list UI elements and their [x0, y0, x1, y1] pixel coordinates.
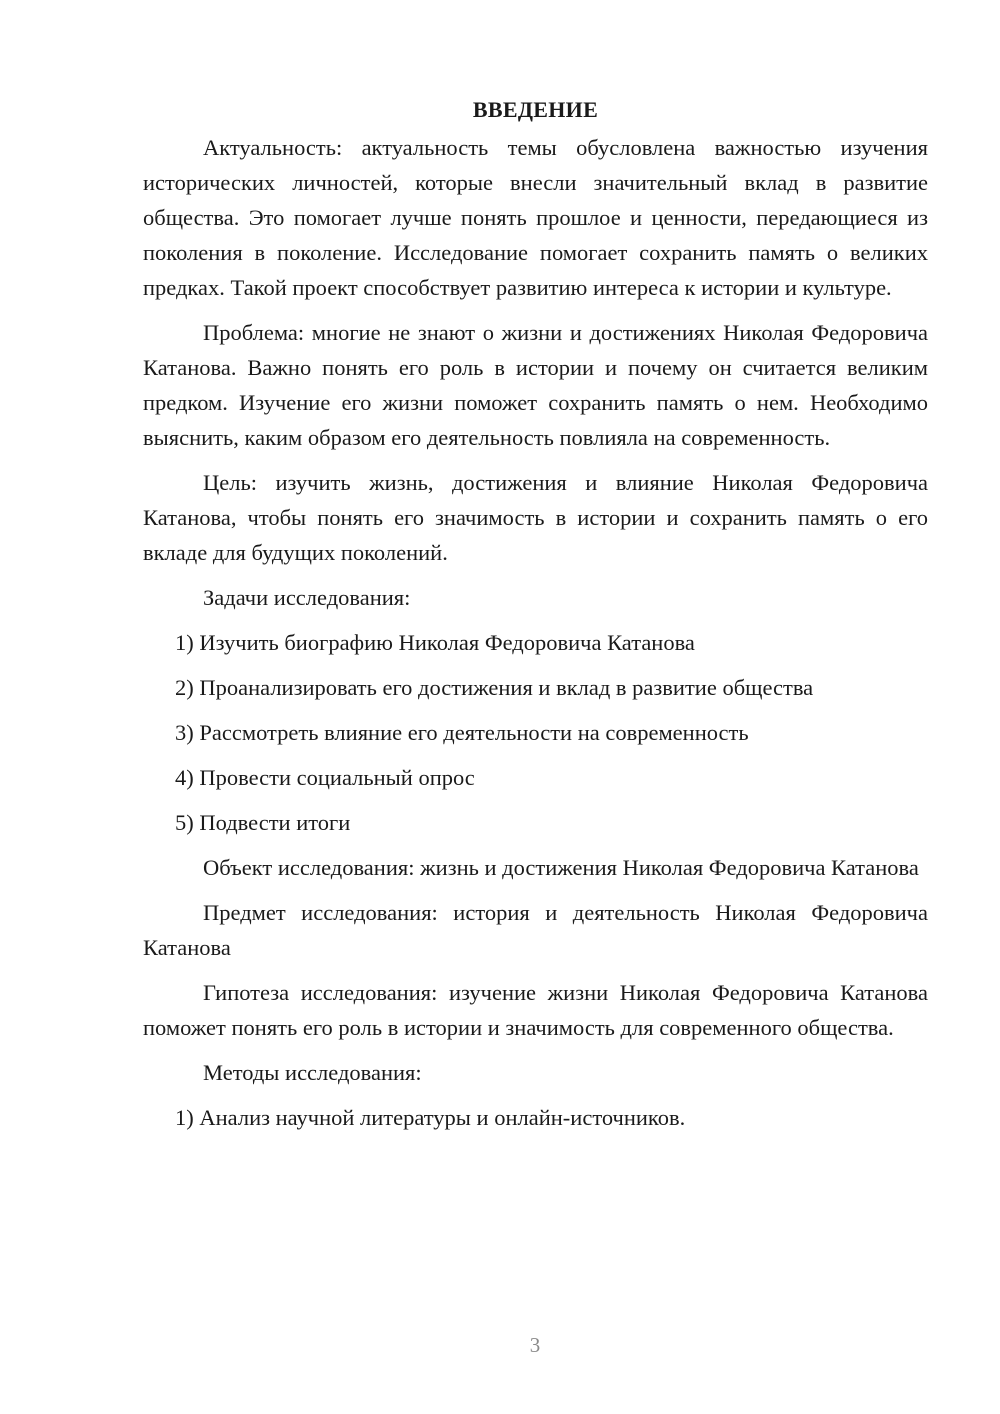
- subject-paragraph: Предмет исследования: история и деятельность Николая Федоровича Катанова: [143, 900, 928, 960]
- goal-paragraph: Цель: изучить жизнь, достижения и влияние Николая Федоровича Катанова, чтобы понять его значимость в истории и сохранить память о его вкладе для будущих поколений.: [143, 470, 928, 565]
- task-item-4: 4) Провести социальный опрос: [175, 765, 475, 790]
- method-item-1: 1) Анализ научной литературы и онлайн-источников.: [175, 1105, 686, 1130]
- tasks-heading: Задачи исследования:: [203, 585, 411, 610]
- methods-heading: Методы исследования:: [203, 1060, 422, 1085]
- relevance-paragraph: Актуальность: актуальность темы обусловлена важностью изучения исторических личностей, которые внесли значительный вклад в развитие общества. Это помогает лучше понять прошлое и ценности, передающиеся из поколения в поколение. Исследование помогает сохранить память о великих предках. Такой проект способствует развитию интереса к истории и культуре.: [143, 135, 928, 300]
- task-item-5: 5) Подвести итоги: [175, 810, 351, 835]
- task-item-1: 1) Изучить биографию Николая Федоровича Катанова: [175, 630, 695, 655]
- task-item-2: 2) Проанализировать его достижения и вклад в развитие общества: [175, 675, 814, 700]
- page-title: ВВЕДЕНИЕ: [472, 97, 599, 122]
- problem-paragraph: Проблема: многие не знают о жизни и достижениях Николая Федоровича Катанова. Важно понять его роль в истории и почему он считается великим предком. Изучение его жизни поможет сохранить память о нем. Необходимо выяснить, каким образом его деятельность повлияла на современность.: [143, 320, 928, 450]
- page-number: 3: [529, 1333, 541, 1357]
- task-item-3: 3) Рассмотреть влияние его деятельности на современность: [175, 720, 749, 745]
- object-paragraph: Объект исследования: жизнь и достижения Николая Федоровича Катанова: [203, 855, 919, 880]
- hypothesis-paragraph: Гипотеза исследования: изучение жизни Николая Федоровича Катанова поможет понять его роль в истории и значимость для современного общества.: [143, 980, 928, 1040]
- document-page: [143, 92, 928, 1145]
